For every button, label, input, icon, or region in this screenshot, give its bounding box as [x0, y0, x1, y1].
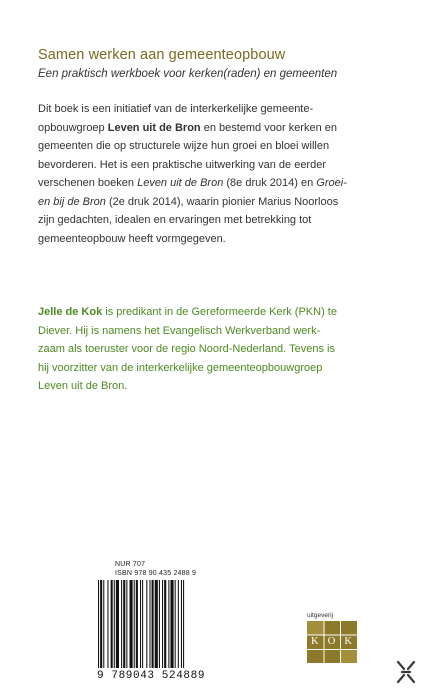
author-bio-paragraph	[38, 303, 398, 396]
text-line: bevorderen. Het is een praktische uitwerking van de eerder	[38, 158, 326, 171]
bold-title-ref: Leven uit de Bron	[107, 121, 201, 134]
text-line: Leven uit de Bron.	[38, 380, 128, 392]
description-paragraph	[38, 100, 398, 248]
text-line: gemeenteopbouw heeft vormgegeven.	[38, 232, 226, 245]
text-line: zijn gedachten, idealen en ervaringen met betrekking tot	[38, 214, 312, 226]
x-cross-icon	[395, 658, 417, 686]
text-line: Dit boek is een initiatief van de interkerkelijke gemeente-	[38, 103, 314, 115]
publisher-logo	[307, 621, 357, 663]
text-line: Jelle de Kok is predikant in de Gereformeerde Kerk (PKN) te	[38, 306, 337, 318]
text-line: en bij de Bron (2e druk 2014), waarin pionier Marius Noorloos	[38, 195, 339, 208]
book-title: Samen werken aan gemeenteopbouw	[38, 47, 286, 63]
publisher-label: uitgeverij	[307, 612, 334, 619]
text-line: opbouwgroep Leven uit de Bron en bestemd voor kerken en	[38, 121, 337, 134]
text-line: zaam als toeruster voor de regio Noord-Nederland. Tevens is	[38, 343, 335, 355]
barcode	[96, 580, 224, 668]
logo-letter: K	[311, 636, 320, 647]
text-line: hij voorzitter van de interkerkelijke gemeenteopbouwgroep	[38, 361, 323, 374]
barcode-digits: 9 789043 524889	[97, 670, 206, 682]
text-line: verschenen boeken Leven uit de Bron (8e druk 2014) en Groei-	[38, 177, 347, 189]
logo-letter: K	[344, 636, 353, 647]
text-line: gemeenten die op structurele wijze hun groei en bloei willen	[38, 140, 330, 152]
nur-code: NUR 707	[115, 561, 146, 568]
author-name: Jelle de Kok	[38, 306, 103, 318]
text-line: Diever. Hij is namens het Evangelisch Werkverband werk-	[38, 324, 321, 337]
isbn-code: ISBN 978 90 435 2488 9	[115, 570, 197, 577]
book-subtitle: Een praktisch werkboek voor kerken(raden) en gemeenten	[38, 68, 338, 80]
logo-letter: O	[327, 636, 337, 647]
logo-letters	[307, 636, 357, 647]
